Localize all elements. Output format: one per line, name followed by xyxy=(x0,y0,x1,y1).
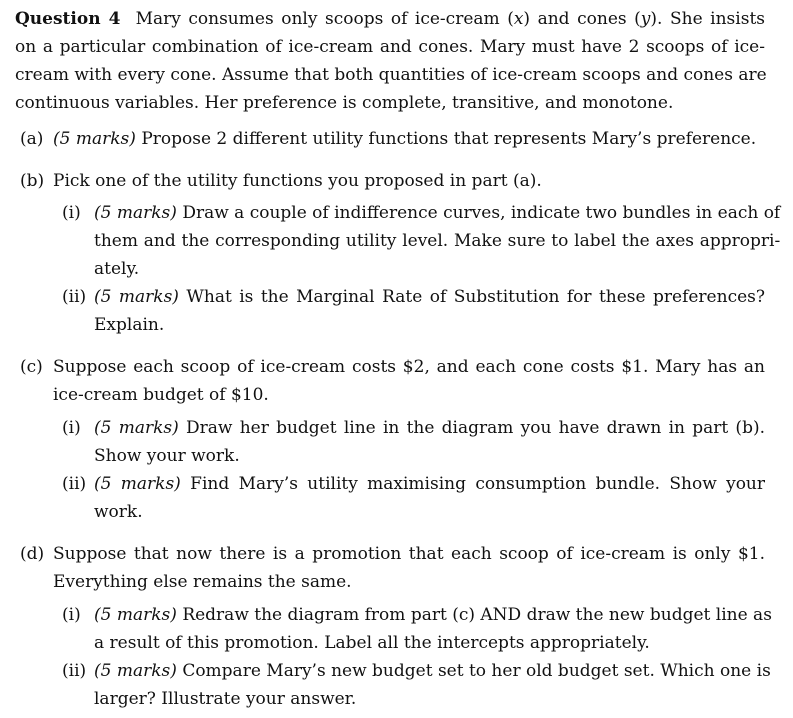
part-b-ii-label: (ii) xyxy=(62,287,87,307)
part-d-line-2: Everything else remains the same. xyxy=(53,572,352,592)
part-d-i-label: (i) xyxy=(62,605,81,625)
intro-line-4: continuous variables. Her preference is complete, transitive, and monotone. xyxy=(15,93,674,113)
part-c-label: (c) xyxy=(20,357,43,377)
part-b-i-line-1: (5 marks) Draw a couple of indifference curves, indicate two bundles in each of xyxy=(94,203,781,223)
intro-line-3: cream with every cone. Assume that both quantities of ice-cream scoops and cones are xyxy=(15,65,767,85)
part-b-label: (b) xyxy=(20,171,45,191)
part-b-ii xyxy=(62,283,765,339)
part-d-line-1: Suppose that now there is a promotion that each scoop of ice-cream is only $1. xyxy=(53,544,765,564)
part-d-ii-label: (ii) xyxy=(62,661,87,681)
marks: (5 marks) xyxy=(53,129,136,149)
part-b-ii-line-2: Explain. xyxy=(94,315,165,335)
part-b-i-label: (i) xyxy=(62,203,81,223)
part-b-ii-line-1: (5 marks) What is the Marginal Rate of Substitution for these preferences? xyxy=(94,287,765,307)
part-c-ii-line-1: (5 marks) Find Mary’s utility maximising consumption bundle. Show your xyxy=(94,474,765,494)
part-d-i-line-1: (5 marks) Redraw the diagram from part (c) AND draw the new budget line as xyxy=(94,605,772,625)
part-c-line-2: ice-cream budget of $10. xyxy=(53,385,269,405)
part-d-label: (d) xyxy=(20,544,45,564)
part-d xyxy=(20,540,765,596)
marks: (5 marks) xyxy=(94,605,177,625)
part-c-i-label: (i) xyxy=(62,418,81,438)
part-a-label: (a) xyxy=(20,129,44,149)
marks: (5 marks) xyxy=(94,474,181,494)
marks: (5 marks) xyxy=(94,418,179,438)
part-b-i-line-2: them and the corresponding utility level. Make sure to label the axes appropri- xyxy=(94,231,781,251)
part-d-i-line-2: a result of this promotion. Label all the intercepts appropriately. xyxy=(94,633,650,653)
part-b xyxy=(20,167,765,195)
part-c-ii-label: (ii) xyxy=(62,474,87,494)
part-c-i-line-1: (5 marks) Draw her budget line in the diagram you have drawn in part (b). xyxy=(94,418,765,438)
marks: (5 marks) xyxy=(94,661,177,681)
intro-line-2: on a particular combination of ice-cream and cones. Mary must have 2 scoops of ice- xyxy=(15,37,765,57)
part-c-ii xyxy=(62,470,765,526)
part-b-i xyxy=(62,199,781,283)
part-c-ii-line-2: work. xyxy=(94,502,143,522)
intro-line-1: Question 4 Mary consumes only scoops of ice-cream (x) and cones (y). She insists xyxy=(15,9,765,29)
question-intro xyxy=(15,5,765,117)
question-label: Question 4 xyxy=(15,9,121,29)
part-b-line-1: Pick one of the utility functions you proposed in part (a). xyxy=(53,171,542,191)
marks: (5 marks) xyxy=(94,287,179,307)
part-d-ii xyxy=(62,657,771,713)
part-b-i-line-3: ately. xyxy=(94,259,140,279)
part-a xyxy=(20,125,765,153)
part-c-i xyxy=(62,414,765,470)
part-c xyxy=(20,353,765,409)
marks: (5 marks) xyxy=(94,203,177,223)
part-d-ii-line-1: (5 marks) Compare Mary’s new budget set to her old budget set. Which one is xyxy=(94,661,771,681)
part-a-line-1: (5 marks) Propose 2 different utility functions that represents Mary’s preference. xyxy=(53,129,757,149)
part-c-line-1: Suppose each scoop of ice-cream costs $2, and each cone costs $1. Mary has an xyxy=(53,357,765,377)
part-c-i-line-2: Show your work. xyxy=(94,446,240,466)
part-d-ii-line-2: larger? Illustrate your answer. xyxy=(94,689,357,709)
part-d-i xyxy=(62,601,772,657)
